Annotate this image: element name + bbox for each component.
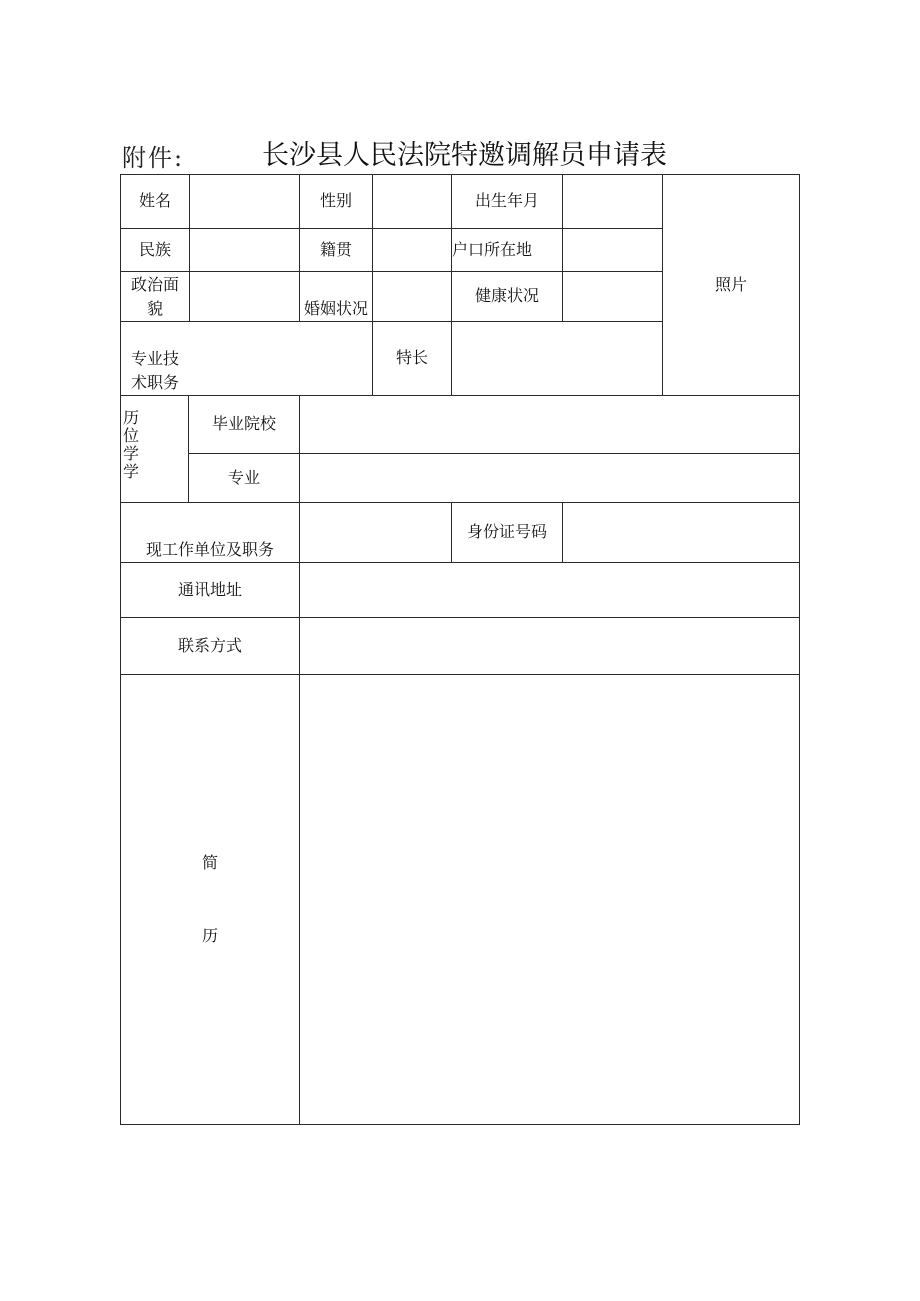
ethnicity-label: 民族 <box>138 240 171 259</box>
political-status-label-line1: 政治面 <box>130 275 179 294</box>
birth-date-label: 出生年月 <box>474 191 539 210</box>
marital-status-field[interactable] <box>373 272 451 321</box>
professional-title-field[interactable] <box>190 322 372 395</box>
major-label: 专业 <box>227 468 260 487</box>
birth-date-field[interactable] <box>563 175 662 228</box>
major-field[interactable] <box>300 454 799 502</box>
degree-label-char: 学 <box>122 462 139 481</box>
degree-label-char: 历 <box>122 408 139 427</box>
address-label: 通讯地址 <box>177 580 242 599</box>
hukou-field[interactable] <box>563 229 662 271</box>
professional-title-label-line1: 专业技 <box>130 349 179 368</box>
school-label: 毕业院校 <box>211 414 276 433</box>
degree-label-char: 学 <box>122 444 139 463</box>
specialty-label: 特长 <box>395 348 428 367</box>
health-status-label: 健康状况 <box>474 286 539 305</box>
specialty-field[interactable] <box>452 322 662 395</box>
table-border-right <box>799 174 800 1125</box>
resume-field[interactable] <box>300 675 799 1124</box>
id-number-label: 身份证号码 <box>466 522 547 541</box>
id-number-field[interactable] <box>563 503 799 562</box>
form-title: 长沙县人民法院特邀调解员申请表 <box>262 140 667 171</box>
table-border-bottom <box>120 1124 800 1125</box>
professional-title-label-line2: 术职务 <box>130 373 179 392</box>
photo-area[interactable] <box>663 175 799 395</box>
photo-label: 照片 <box>714 275 747 294</box>
work-unit-field[interactable] <box>300 503 451 562</box>
name-label: 姓名 <box>138 191 171 210</box>
name-field[interactable] <box>190 175 299 228</box>
gender-label: 性别 <box>319 191 352 210</box>
resume-label-char: 历 <box>201 926 218 945</box>
contact-label: 联系方式 <box>177 636 242 655</box>
address-field[interactable] <box>300 563 799 617</box>
health-status-field[interactable] <box>563 272 662 321</box>
work-unit-label: 现工作单位及职务 <box>145 540 274 559</box>
political-status-label-line2: 貌 <box>146 299 163 318</box>
gender-field[interactable] <box>373 175 451 228</box>
school-field[interactable] <box>300 396 799 453</box>
ethnicity-field[interactable] <box>190 229 299 271</box>
political-status-field[interactable] <box>190 272 299 321</box>
resume-label-char: 简 <box>201 853 218 872</box>
hukou-label: 户口所在地 <box>452 240 533 259</box>
native-place-field[interactable] <box>373 229 451 271</box>
degree-label-char: 位 <box>122 426 139 445</box>
contact-field[interactable] <box>300 618 799 674</box>
native-place-label: 籍贯 <box>319 240 352 259</box>
marital-status-label: 婚姻状况 <box>303 299 368 318</box>
attachment-prefix: 附件: <box>122 144 185 172</box>
